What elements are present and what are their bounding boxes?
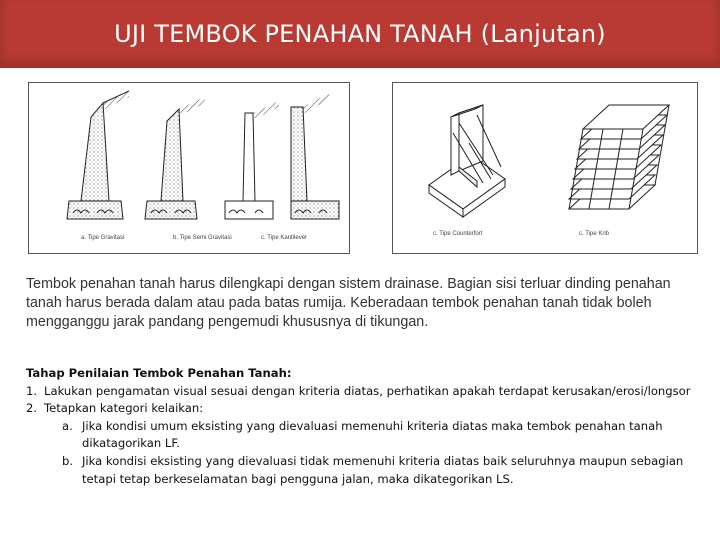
assessment-title: Tahap Penilaian Tembok Penahan Tanah: (26, 366, 292, 380)
wall-types-drawing (29, 83, 349, 253)
sub-list (26, 418, 716, 488)
description-paragraph: Tembok penahan tanah harus dilengkapi dengan sistem drainase. Bagian sisi terluar dinding penahan tanah harus berada dalam atau pada batas rumija. Keberadaan tembok penahan tanah tidak boleh mengganggu jarak pandang pengemudi khususnya di tikungan. (26, 276, 671, 330)
cantilever-wall-icon (225, 101, 279, 219)
caption-semi-gravity: b. Tipe Semi Gravitasi (173, 235, 232, 241)
caption-counterfort: c. Tipe Counterfort (433, 231, 483, 237)
step-number: 1. (26, 383, 38, 398)
list-item (62, 453, 716, 488)
sub-text: Jika kondisi eksisting yang dievaluasi tidak memenuhi kriteria diatas baik seluruhnya maupun sebagian tetapi tetap berkeselamatan bagi pengguna jalan, maka dikategorikan LS. (82, 453, 684, 486)
cantilever-backfill-wall-icon (291, 93, 339, 219)
retaining-wall-figure (28, 82, 698, 254)
wall-types-panel-right (392, 82, 698, 254)
list-item (26, 400, 716, 418)
sub-letter: a. (62, 418, 73, 433)
title-bar (0, 0, 720, 68)
semi-gravity-wall-icon (145, 97, 205, 219)
gravity-wall-icon (67, 91, 129, 219)
caption-gravity: a. Tipe Gravitasi (81, 235, 125, 241)
step-text: Tetapkan kategori kelaikan: (44, 401, 204, 416)
sub-text: Jika kondisi umum eksisting yang dievaluasi memenuhi kriteria diatas maka tembok penahan tanah dikatagorikan LF. (82, 418, 663, 451)
counterfort-wall-icon (429, 105, 505, 217)
slide-title: UJI TEMBOK PENAHAN TANAH (Lanjutan) (114, 20, 606, 48)
wall-types-drawing-right (393, 83, 697, 253)
list-item (62, 418, 716, 453)
step-number: 2. (26, 401, 38, 416)
list-item (26, 383, 716, 401)
sub-letter: b. (62, 453, 74, 468)
caption-cantilever: c. Tipe Kantilever (261, 235, 308, 241)
assessment-steps (26, 365, 716, 488)
step-text: Lakukan pengamatan visual sesuai dengan kriteria diatas, perhatikan apakah terdapat kerusakan/erosi/longsor (44, 383, 691, 398)
caption-crib: c. Tipe Krib (579, 231, 610, 237)
wall-types-panel (28, 82, 350, 254)
crib-wall-icon (569, 105, 669, 209)
